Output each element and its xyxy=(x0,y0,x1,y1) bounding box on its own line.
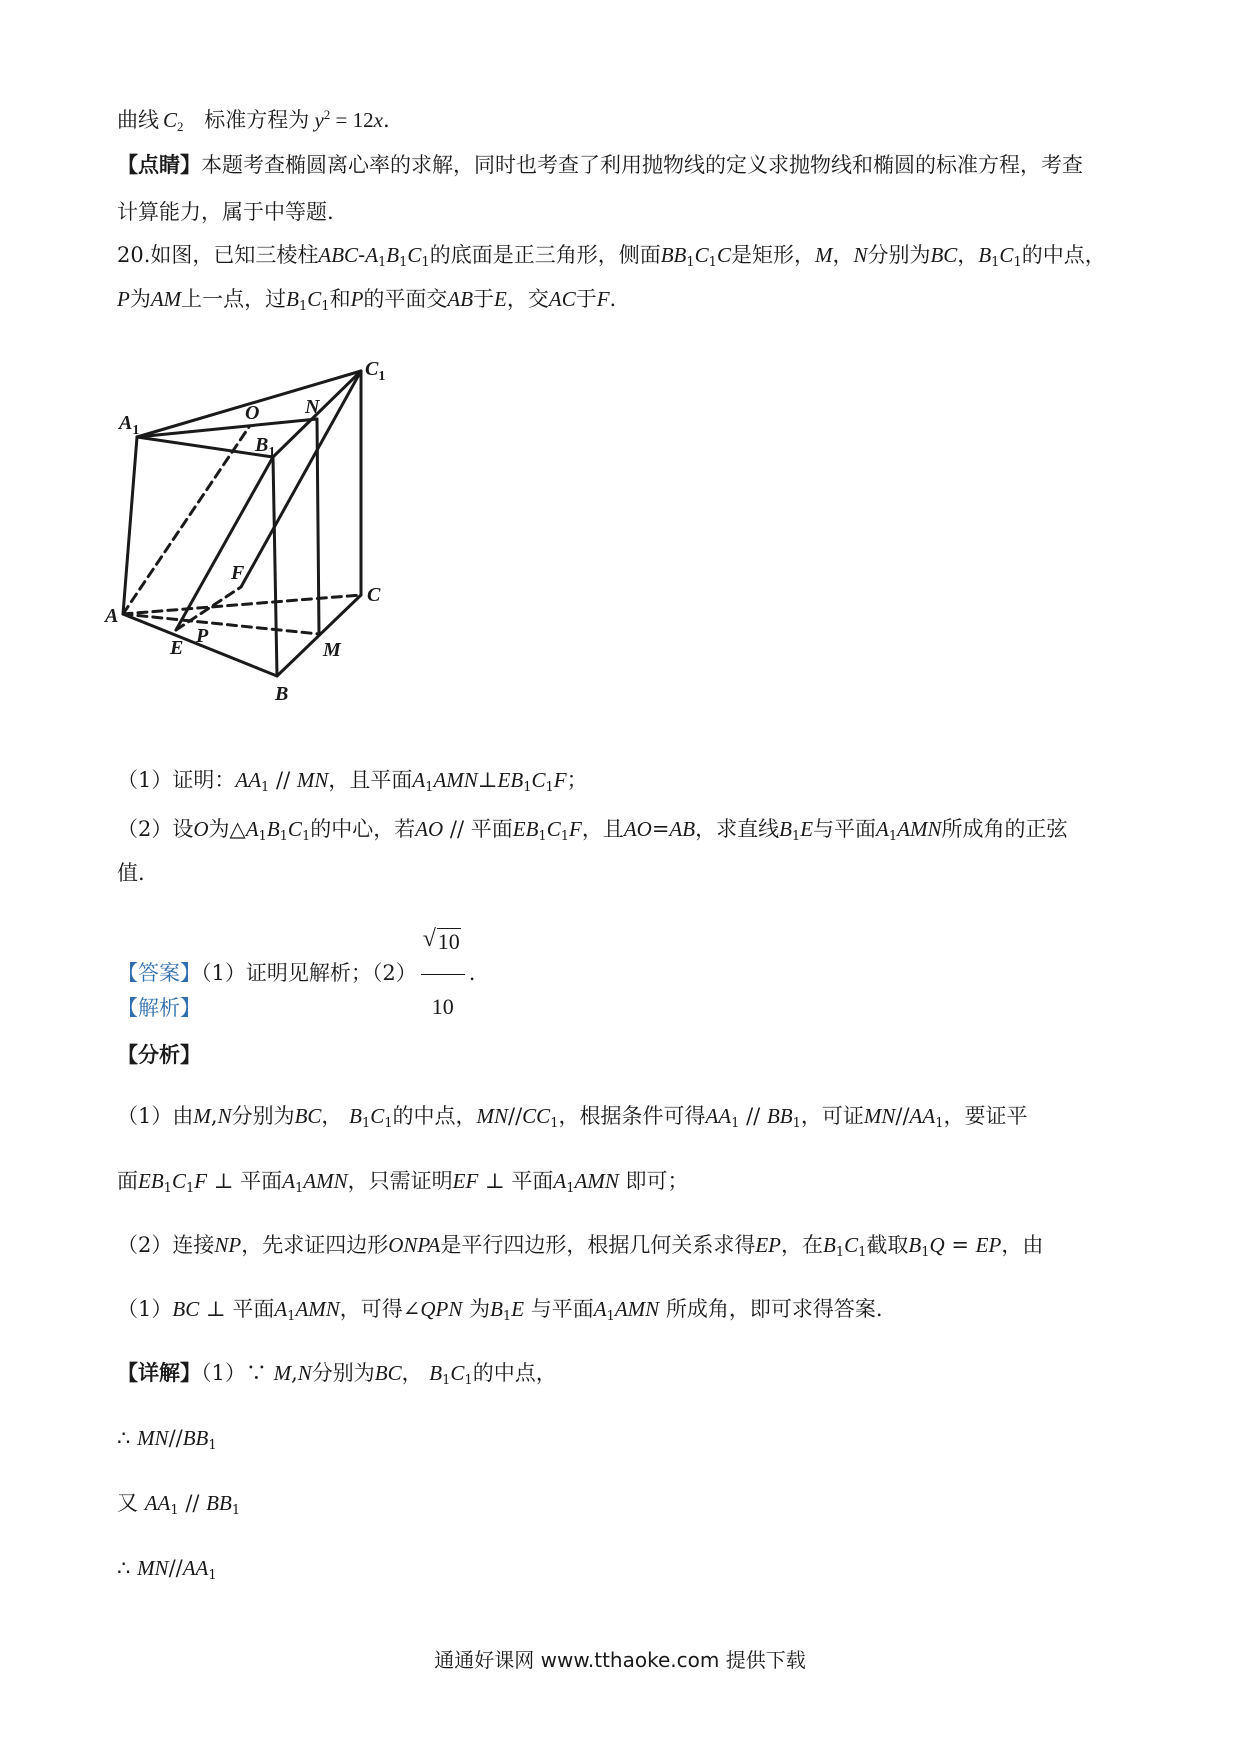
text: 20.如图，已知三棱柱 xyxy=(117,243,319,267)
point-label-A1: $A_1$ xyxy=(119,412,140,438)
text: 即可； xyxy=(625,1169,689,1193)
text: 于 xyxy=(473,287,495,311)
line-curve-c2: 曲线 $C_2$ 标准方程为 $y^2 = 12x$. xyxy=(117,107,390,134)
point-label-A: A xyxy=(105,605,119,627)
detail-line-2: ∴ $MN//BB_1$ xyxy=(117,1426,217,1453)
text: 分别为 xyxy=(231,1104,295,1128)
footer: 通通好课网 www.tthaoke.com 提供下载 xyxy=(434,1648,806,1672)
edge-A-C xyxy=(123,595,361,614)
point-label-O: O xyxy=(245,402,260,424)
detail-line-1: 【详解】（1）∵ M,N分别为BC， $B_1C_1$的中点， xyxy=(117,1360,557,1388)
text: （1）证明见解析；（2） xyxy=(201,961,417,985)
text: 与平面 xyxy=(530,1297,594,1321)
dianjing-tag: 【点睛】 xyxy=(117,152,201,177)
text: 的中心，若 xyxy=(310,817,416,841)
text: 和 xyxy=(329,287,351,311)
text: 所成角的正弦 xyxy=(941,817,1068,841)
fenxi-tag: 【分析】 xyxy=(117,1042,201,1067)
text: 是平行四边形，根据几何关系求得 xyxy=(440,1233,756,1257)
fraction-denominator: 10 xyxy=(431,994,454,1019)
text: 面 xyxy=(117,1169,138,1193)
text: 本题考查椭圆离心率的求解，同时也考查了利用抛物线的定义求抛物线和椭圆的标准方程，考查 xyxy=(201,153,1083,177)
text: （1）由 xyxy=(117,1104,194,1128)
analysis-line-4: （1）BC ⊥ 平面$A_1AMN$，可得∠QPN 为$B_1E$ 与平面$A_1AMN$ 所成角，即可求得答案. xyxy=(117,1297,883,1324)
text: （2）设 xyxy=(117,817,194,841)
point-label-C1: $C_1$ xyxy=(365,358,386,384)
text: ，且平面 xyxy=(328,768,413,792)
edge-A1-A xyxy=(123,437,137,614)
text: ，只需证明 xyxy=(347,1169,453,1193)
part-2-question-line-1: （2）设O为$\triangle A_1B_1C_1$的中心，若AO // 平面$EB_1C_1F$，且AO=AB，求直线$B_1E$与平面$A_1AMN$所成角的正弦 xyxy=(117,817,1068,844)
text: 曲线 xyxy=(117,108,159,132)
text: 的中点， xyxy=(472,1361,557,1385)
text: 的平面交 xyxy=(363,287,448,311)
dianjing-line-2 xyxy=(117,197,334,227)
detail-line-4: ∴ $MN//AA_1$ xyxy=(117,1556,217,1583)
fraction-numerator: 10 xyxy=(437,929,460,954)
point-label-B: B xyxy=(275,683,289,705)
part-2-question-line-2 xyxy=(117,858,145,888)
text: 平面 xyxy=(232,1297,275,1321)
edge-A-O xyxy=(123,427,249,614)
text: 又 xyxy=(117,1491,138,1515)
text: ，先求证四边形 xyxy=(241,1233,389,1257)
point-label-E: E xyxy=(170,637,184,659)
analysis-line-2: 面$EB_1C_1F$ ⊥ 平面$A_1AMN$，只需证明EF ⊥ 平面$A_1AMN$ 即可； xyxy=(117,1169,689,1196)
point-label-F: F xyxy=(231,562,245,584)
text: ，交 xyxy=(506,287,549,311)
text: （1）证明： xyxy=(117,768,236,792)
answer-fraction xyxy=(421,912,465,1037)
text: 与平面 xyxy=(813,817,877,841)
fenxi-line xyxy=(117,1040,201,1070)
text: 平面 xyxy=(240,1169,283,1193)
text: 计算能力，属于中等题. xyxy=(117,200,334,224)
text: ，求直线 xyxy=(695,817,780,841)
prism-figure xyxy=(105,358,470,745)
analysis-line-1: （1）由M,N分别为BC， $B_1C_1$的中点，$MN//CC_1$，根据条件可得$AA_1 // BB_1$，可证$MN//AA_1$，要证平 xyxy=(117,1104,1028,1131)
detail-tag: 【详解】 xyxy=(117,1360,201,1385)
text: 值. xyxy=(117,861,145,885)
text: ，可得 xyxy=(339,1297,403,1321)
text: 于 xyxy=(575,287,597,311)
text: ，且 xyxy=(581,817,624,841)
text: 的底面是正三角形，侧面 xyxy=(429,243,661,267)
analysis-line-3: （2）连接NP，先求证四边形ONPA是平行四边形，根据几何关系求得EP，在$B_1C_1$截取$B_1Q$ = EP，由 xyxy=(117,1233,1044,1260)
text: 为△ xyxy=(208,817,246,841)
text: ，要证平 xyxy=(943,1104,1028,1128)
text: 标准方程为 xyxy=(204,108,310,132)
text: 分别为 xyxy=(867,243,931,267)
text: ，根据条件可得 xyxy=(558,1104,706,1128)
text: 平面 xyxy=(470,817,513,841)
text: 所成角，即可求得答案. xyxy=(665,1297,883,1321)
text: （2）连接 xyxy=(117,1233,215,1257)
text: 的中点， xyxy=(392,1104,477,1128)
question-20-line-2: P为AM上一点，过$B_1C_1$和P的平面交AB于E，交AC于F. xyxy=(117,287,617,314)
point-label-B1: $B_1$ xyxy=(255,434,276,460)
text: （1） xyxy=(117,1297,173,1321)
text: ，在 xyxy=(781,1233,823,1257)
dianjing-line-1 xyxy=(117,150,1083,180)
answer-line: 【答案】（1）证明见解析；（2） √ $\frac{10}{10}$ . xyxy=(117,912,475,1037)
part-1-question: （1）证明：$AA_1$ // MN，且平面$A_1AMN\perp EB_1C_1F$； xyxy=(117,768,588,795)
point-label-N: N xyxy=(305,396,320,418)
text: 是矩形， xyxy=(730,243,815,267)
text: 分别为 xyxy=(311,1361,375,1385)
edge-B1-B xyxy=(273,457,277,676)
point-label-M: M xyxy=(323,639,341,661)
text: 平面 xyxy=(511,1169,554,1193)
text: 的中点， xyxy=(1021,243,1106,267)
text: 上一点，过 xyxy=(181,287,287,311)
answer-tag: 【答案】 xyxy=(117,961,201,985)
edge-A1-B1 xyxy=(137,437,273,457)
text: 为 xyxy=(469,1297,491,1321)
text: ，可证 xyxy=(800,1104,864,1128)
text: ，由 xyxy=(1001,1233,1044,1257)
text: 为 xyxy=(129,287,151,311)
detail-line-3: 又 $AA_1 // BB_1$ xyxy=(117,1491,241,1518)
question-20-line-1: 20.如图，已知三棱柱ABC-$A_1B_1C_1$的底面是正三角形，侧面$BB_1C_1C$是矩形，M，N分别为BC，$B_1C_1$的中点， xyxy=(117,243,1106,270)
point-label-C: C xyxy=(367,584,381,606)
jiexi-line xyxy=(117,993,201,1023)
jiexi-tag: 【解析】 xyxy=(117,996,201,1020)
text: （1）∵ xyxy=(201,1361,267,1385)
point-label-P: P xyxy=(196,625,209,647)
edge-A-M xyxy=(123,614,319,634)
text: 截取 xyxy=(866,1233,909,1257)
